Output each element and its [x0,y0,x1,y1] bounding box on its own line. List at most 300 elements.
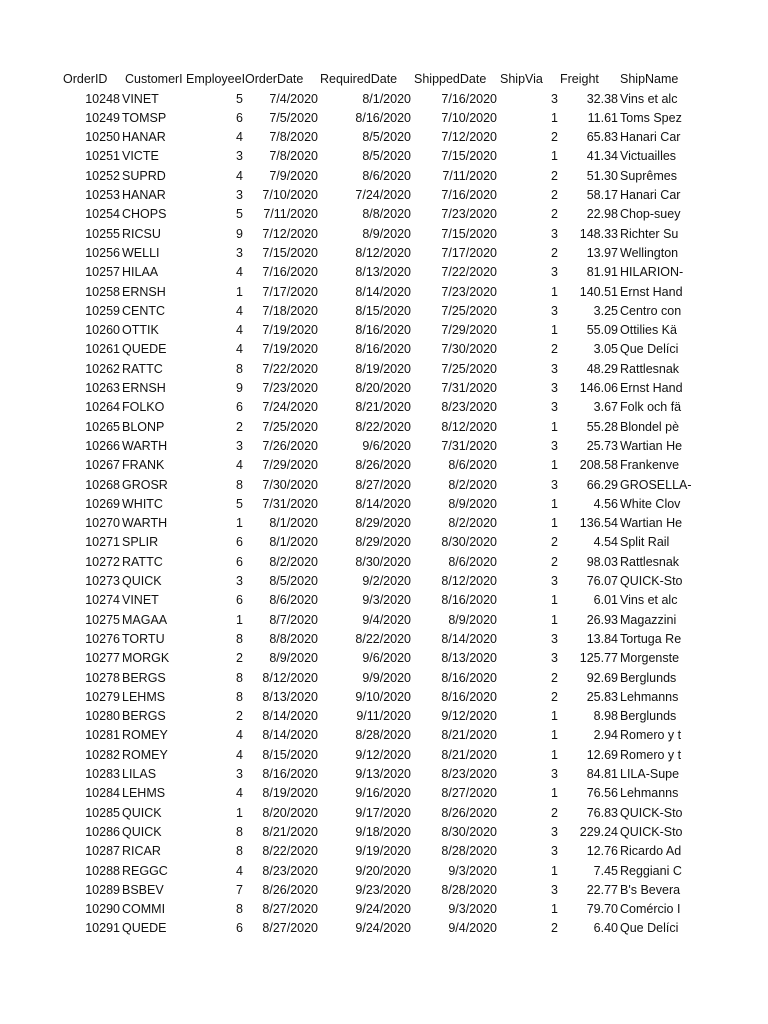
shipname-cell: Vins et alc [620,593,678,608]
freight-cell: 76.56 [586,786,618,801]
orderdate-cell: 8/23/2020 [262,863,318,878]
customerid-cell: VICTE [122,149,159,164]
employeeid-cell: 4 [236,303,243,318]
table-row [0,765,768,784]
shipname-cell: QUICK-Sto [620,824,683,839]
shippeddate-cell: 8/23/2020 [441,767,497,781]
orderdate-cell: 7/5/2020 [269,110,318,125]
orderdate-cell: 7/23/2020 [262,381,318,395]
employeeid-cell: 8 [236,670,243,685]
requireddate-cell: 8/26/2020 [355,458,411,473]
orderdate-cell: 7/19/2020 [262,342,318,357]
shipname-cell: Ernst Hand [620,381,683,395]
shipname-cell: Que Delíci [620,921,679,936]
freight-cell: 13.84 [586,631,618,646]
table-row [0,360,768,379]
orderdate-cell: 8/19/2020 [262,786,318,801]
orderid-cell: 10271 [85,535,120,550]
orderdate-cell: 8/8/2020 [269,631,318,646]
orderid-cell: 10280 [85,709,120,724]
shipvia-cell: 1 [551,709,558,724]
orderdate-cell: 7/9/2020 [269,168,318,183]
shipvia-cell: 1 [551,419,558,434]
shipname-cell: Victuailles [620,149,677,164]
shipvia-cell: 2 [551,921,558,936]
orderid-cell: 10279 [85,689,120,704]
orderdate-cell: 7/30/2020 [262,477,318,492]
freight-cell: 58.17 [586,188,618,202]
employeeid-cell: 5 [236,496,243,511]
shippeddate-cell: 8/13/2020 [441,651,497,666]
orderdate-cell: 8/7/2020 [269,612,318,627]
shipname-cell: HILARION- [620,265,684,280]
orderdate-cell: 7/16/2020 [262,265,318,280]
shipvia-cell: 2 [551,670,558,685]
table-row [0,572,768,591]
shipname-cell: Lehmanns [620,689,679,704]
shipname-cell: Richter Su [620,226,679,241]
orderdate-cell: 8/20/2020 [262,805,318,820]
shipvia-cell: 1 [551,747,558,762]
table-row [0,302,768,321]
requireddate-cell: 8/16/2020 [355,342,411,357]
shipvia-cell: 1 [551,593,558,608]
freight-cell: 66.29 [586,477,618,492]
orderdate-cell: 7/8/2020 [269,149,318,164]
table-row [0,707,768,726]
orderid-cell: 10285 [85,805,120,820]
shippeddate-cell: 8/16/2020 [441,689,497,704]
shippeddate-cell: 8/21/2020 [441,747,497,762]
freight-cell: 55.28 [586,419,618,434]
orderdate-cell: 8/1/2020 [269,516,318,531]
orderdate-cell: 8/16/2020 [262,767,318,781]
employeeid-cell: 4 [236,863,243,878]
shipvia-cell: 2 [551,188,558,202]
orderdate-cell: 8/27/2020 [262,902,318,917]
table-row [0,109,768,128]
orderdate-cell: 7/29/2020 [262,458,318,473]
freight-cell: 3.05 [593,342,618,357]
freight-cell: 125.77 [579,651,618,666]
header-customerid: CustomerI [125,72,183,86]
shipname-cell: Split Rail [620,535,670,550]
requireddate-cell: 8/12/2020 [355,245,411,260]
employeeid-cell: 9 [236,226,243,241]
orderid-cell: 10289 [85,882,120,897]
shipvia-cell: 3 [551,574,558,588]
shippeddate-cell: 7/23/2020 [441,284,497,299]
shippeddate-cell: 8/2/2020 [448,516,497,531]
requireddate-cell: 8/16/2020 [355,110,411,125]
shipname-cell: Blondel pè [620,419,680,434]
orderid-cell: 10266 [85,438,120,453]
shipvia-cell: 3 [551,824,558,839]
employeeid-cell: 5 [236,91,243,106]
freight-cell: 3.25 [593,303,618,318]
freight-cell: 22.98 [586,207,618,222]
orderdate-cell: 8/13/2020 [262,689,318,704]
employeeid-cell: 9 [236,381,243,395]
customerid-cell: COMMI [122,902,166,917]
orderdate-cell: 8/12/2020 [262,670,318,685]
customerid-cell: HILAA [122,265,159,280]
customerid-cell: LEHMS [122,786,166,801]
customerid-cell: QUICK [122,824,162,839]
freight-cell: 148.33 [579,226,618,241]
orderdate-cell: 8/6/2020 [269,593,318,608]
orderid-cell: 10290 [85,902,120,917]
requireddate-cell: 9/18/2020 [355,824,411,839]
shippeddate-cell: 7/15/2020 [441,149,497,164]
shipvia-cell: 2 [551,130,558,145]
orderid-cell: 10288 [85,863,120,878]
requireddate-cell: 8/14/2020 [355,284,411,299]
requireddate-cell: 8/15/2020 [355,303,411,318]
requireddate-cell: 9/17/2020 [355,805,411,820]
freight-cell: 4.56 [593,496,618,511]
freight-cell: 98.03 [586,554,618,569]
freight-cell: 12.69 [586,747,618,762]
table-row [0,186,768,205]
orderid-cell: 10265 [85,419,120,434]
shipname-cell: Romero y t [620,747,682,762]
freight-cell: 26.93 [586,612,618,627]
requireddate-cell: 7/24/2020 [355,188,411,202]
table-row [0,437,768,456]
shipname-cell: Reggiani C [620,863,682,878]
employeeid-cell: 4 [236,458,243,473]
customerid-cell: REGGC [122,863,168,878]
table-row [0,649,768,668]
table-row [0,919,768,938]
shipname-cell: White Clov [620,496,681,511]
shippeddate-cell: 7/15/2020 [441,226,497,241]
orderid-cell: 10269 [85,496,120,511]
shippeddate-cell: 8/16/2020 [441,670,497,685]
requireddate-cell: 8/22/2020 [355,631,411,646]
customerid-cell: HANAR [122,188,166,202]
shipname-cell: QUICK-Sto [620,805,683,820]
shipvia-cell: 1 [551,902,558,917]
employeeid-cell: 4 [236,728,243,743]
table-row [0,321,768,340]
requireddate-cell: 8/5/2020 [362,130,411,145]
shipvia-cell: 2 [551,535,558,550]
customerid-cell: RICAR [122,844,161,859]
table-row [0,398,768,417]
employeeid-cell: 8 [236,631,243,646]
shipname-cell: Wartian He [620,516,683,531]
orderdate-cell: 7/4/2020 [269,91,318,106]
shipvia-cell: 1 [551,110,558,125]
shipvia-cell: 3 [551,226,558,241]
requireddate-cell: 9/23/2020 [355,882,411,897]
table-row [0,533,768,552]
orderid-cell: 10281 [85,728,120,743]
orderdate-cell: 8/15/2020 [262,747,318,762]
employeeid-cell: 2 [236,419,243,434]
orderdate-cell: 8/14/2020 [262,728,318,743]
freight-cell: 3.67 [593,400,618,415]
orderid-cell: 10257 [85,265,120,280]
table-row [0,669,768,688]
shippeddate-cell: 8/9/2020 [448,496,497,511]
shippeddate-cell: 7/31/2020 [441,381,497,395]
orderdate-cell: 8/2/2020 [269,554,318,569]
customerid-cell: QUEDE [122,342,167,357]
shipvia-cell: 2 [551,245,558,260]
table-row [0,823,768,842]
shipname-cell: Comércio I [620,902,681,917]
shipname-cell: B's Bevera [620,882,681,897]
orderid-cell: 10260 [85,323,120,338]
orderid-cell: 10273 [85,574,120,588]
shipname-cell: Frankenve [620,458,680,473]
shipname-cell: Rattlesnak [620,361,680,376]
shipname-cell: Suprêmes [620,168,677,183]
employeeid-cell: 1 [236,612,243,627]
header-requireddate: RequiredDate [320,72,398,86]
customerid-cell: SPLIR [122,535,159,550]
orderdate-cell: 7/10/2020 [262,188,318,202]
shipvia-cell: 1 [551,284,558,299]
table-row [0,746,768,765]
shippeddate-cell: 9/3/2020 [448,863,497,878]
shippeddate-cell: 8/21/2020 [441,728,497,743]
employeeid-cell: 1 [236,805,243,820]
shippeddate-cell: 8/23/2020 [441,400,497,415]
requireddate-cell: 9/16/2020 [355,786,411,801]
orderid-cell: 10284 [85,786,120,801]
shippeddate-cell: 9/3/2020 [448,902,497,917]
shippeddate-cell: 8/9/2020 [448,612,497,627]
table-row [0,611,768,630]
requireddate-cell: 8/21/2020 [355,400,411,415]
freight-cell: 41.34 [586,149,618,164]
header-orderdate: OrderDate [245,72,304,86]
shipvia-cell: 1 [551,728,558,743]
requireddate-cell: 8/8/2020 [362,207,411,222]
employeeid-cell: 8 [236,844,243,859]
shipname-cell: Chop-suey [620,207,681,222]
requireddate-cell: 8/27/2020 [355,477,411,492]
header-row [0,70,768,89]
requireddate-cell: 9/24/2020 [355,902,411,917]
freight-cell: 48.29 [586,361,618,376]
shippeddate-cell: 8/27/2020 [441,786,497,801]
table-row [0,688,768,707]
employeeid-cell: 6 [236,535,243,550]
customerid-cell: HANAR [122,130,166,145]
shipname-cell: LILA-Supe [620,767,680,781]
customerid-cell: SUPRD [122,168,166,183]
shippeddate-cell: 8/28/2020 [441,844,497,859]
shipvia-cell: 1 [551,149,558,164]
employeeid-cell: 5 [236,207,243,222]
employeeid-cell: 3 [236,438,243,453]
requireddate-cell: 9/6/2020 [362,438,411,453]
shipname-cell: Vins et alc [620,91,678,106]
table-row [0,591,768,610]
customerid-cell: MAGAA [122,612,168,627]
orderid-cell: 10258 [85,284,120,299]
shipname-cell: Romero y t [620,728,682,743]
shipname-cell: Lehmanns [620,786,679,801]
shippeddate-cell: 8/30/2020 [441,535,497,550]
freight-cell: 6.01 [593,593,618,608]
shipvia-cell: 3 [551,844,558,859]
table-row [0,476,768,495]
customerid-cell: QUICK [122,574,162,588]
shippeddate-cell: 7/25/2020 [441,361,497,376]
employeeid-cell: 8 [236,477,243,492]
customerid-cell: TORTU [122,631,165,646]
shipname-cell: Hanari Car [620,130,681,145]
freight-cell: 11.61 [587,110,618,125]
shipvia-cell: 1 [551,496,558,511]
orderdate-cell: 7/12/2020 [262,226,318,241]
requireddate-cell: 9/6/2020 [362,651,411,666]
employeeid-cell: 4 [236,130,243,145]
header-orderid: OrderID [63,72,108,86]
shippeddate-cell: 7/16/2020 [441,91,497,106]
employeeid-cell: 3 [236,574,243,588]
requireddate-cell: 8/1/2020 [362,91,411,106]
shippeddate-cell: 8/12/2020 [441,574,497,588]
shipvia-cell: 3 [551,303,558,318]
freight-cell: 136.54 [579,516,618,531]
employeeid-cell: 4 [236,786,243,801]
orderid-cell: 10252 [85,168,120,183]
customerid-cell: FRANK [122,458,165,473]
shipvia-cell: 3 [551,381,558,395]
orderdate-cell: 8/1/2020 [269,535,318,550]
table-row [0,900,768,919]
shipname-cell: QUICK-Sto [620,574,683,588]
shipvia-cell: 1 [551,612,558,627]
customerid-cell: LILAS [122,767,157,781]
requireddate-cell: 8/28/2020 [355,728,411,743]
shipvia-cell: 3 [551,651,558,666]
shipname-cell: Wellington [620,245,679,260]
shippeddate-cell: 8/12/2020 [441,419,497,434]
customerid-cell: RATTC [122,361,163,376]
customerid-cell: RATTC [122,554,163,569]
freight-cell: 65.83 [586,130,618,145]
shipname-cell: Berglunds [620,709,677,724]
orderid-cell: 10267 [85,458,120,473]
shippeddate-cell: 7/29/2020 [441,323,497,338]
orderid-cell: 10274 [85,593,120,608]
shipname-cell: Wartian He [620,438,683,453]
orderid-cell: 10259 [85,303,120,318]
shipname-cell: Magazzini [620,612,677,627]
orderid-cell: 10249 [85,110,120,125]
orderid-cell: 10275 [85,612,120,627]
freight-cell: 81.91 [586,265,618,280]
shippeddate-cell: 9/4/2020 [448,921,497,936]
freight-cell: 25.73 [586,438,618,453]
shipvia-cell: 3 [551,400,558,415]
orderid-cell: 10255 [85,226,120,241]
employeeid-cell: 8 [236,824,243,839]
table-row [0,418,768,437]
table-row [0,456,768,475]
shippeddate-cell: 8/28/2020 [441,882,497,897]
shipvia-cell: 3 [551,882,558,897]
requireddate-cell: 8/30/2020 [355,554,411,569]
requireddate-cell: 8/29/2020 [355,535,411,550]
freight-cell: 79.70 [586,902,618,917]
shippeddate-cell: 8/14/2020 [441,631,497,646]
shippeddate-cell: 8/6/2020 [448,554,497,569]
freight-cell: 12.76 [586,844,618,859]
requireddate-cell: 8/5/2020 [362,149,411,164]
employeeid-cell: 2 [236,651,243,666]
table-row [0,128,768,147]
header-shippeddate: ShippedDate [414,72,487,86]
shipvia-cell: 3 [551,477,558,492]
customerid-cell: ROMEY [122,747,168,762]
orderdate-cell: 7/17/2020 [262,284,318,299]
freight-cell: 229.24 [579,824,618,839]
requireddate-cell: 8/16/2020 [355,323,411,338]
header-employeeid: EmployeeI [186,72,246,86]
shippeddate-cell: 7/30/2020 [441,342,497,357]
orderid-cell: 10254 [85,207,120,222]
orderid-cell: 10251 [85,149,120,164]
table-row [0,495,768,514]
freight-cell: 4.54 [593,535,618,550]
freight-cell: 51.30 [586,168,618,183]
orderid-cell: 10286 [85,824,120,839]
table-row [0,205,768,224]
header-shipvia: ShipVia [500,72,543,86]
requireddate-cell: 9/10/2020 [355,689,411,704]
freight-cell: 6.40 [593,921,618,936]
requireddate-cell: 8/9/2020 [362,226,411,241]
orderdate-cell: 7/19/2020 [262,323,318,338]
orderdate-cell: 7/11/2020 [263,207,318,222]
shippeddate-cell: 8/16/2020 [441,593,497,608]
orderid-cell: 10278 [85,670,120,685]
table-row [0,379,768,398]
customerid-cell: BSBEV [122,882,164,897]
employeeid-cell: 7 [236,882,243,897]
freight-cell: 7.45 [593,863,618,878]
requireddate-cell: 8/13/2020 [355,265,411,280]
customerid-cell: ERNSH [122,381,166,395]
shipvia-cell: 3 [551,631,558,646]
customerid-cell: WHITC [122,496,163,511]
shipname-cell: Tortuga Re [620,631,682,646]
orderid-cell: 10270 [85,516,120,531]
customerid-cell: FOLKO [122,400,165,415]
table-row [0,804,768,823]
shipvia-cell: 2 [551,689,558,704]
shipname-cell: Berglunds [620,670,677,685]
customerid-cell: QUEDE [122,921,167,936]
shipname-cell: Ottilies Kä [620,323,677,338]
requireddate-cell: 8/6/2020 [362,168,411,183]
orderid-cell: 10250 [85,130,120,145]
table-row [0,862,768,881]
shippeddate-cell: 7/23/2020 [441,207,497,222]
employeeid-cell: 8 [236,689,243,704]
shipname-cell: Rattlesnak [620,554,680,569]
requireddate-cell: 9/12/2020 [355,747,411,762]
